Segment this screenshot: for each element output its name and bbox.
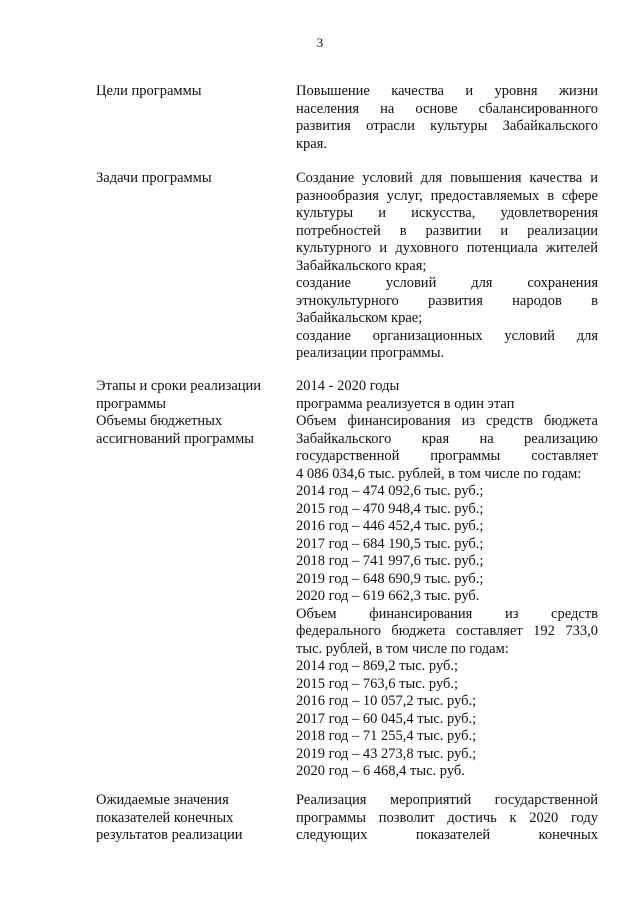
budget-label — [96, 413, 281, 448]
expected-line: Реализация мероприятий государственной — [296, 792, 598, 808]
budget-line: федерального бюджета составляет 192 733,0 — [296, 623, 598, 639]
federal-year-line: 2014 год – 869,2 тыс. руб.; — [296, 658, 459, 674]
budget-year-line: 2020 год – 619 662,3 тыс. руб. — [296, 588, 480, 604]
budget-line: государственной программы составляет — [296, 448, 598, 464]
budget-line: тыс. рублей, в том числе по годам: — [296, 640, 509, 657]
expected-line: программы позволит достичь к 2020 году — [296, 809, 598, 826]
goals-line: населения на основе сбалансированного — [296, 100, 598, 117]
budget-year-line: 2019 год – 648 690,9 тыс. руб.; — [296, 570, 484, 587]
expected-label — [96, 792, 281, 845]
tasks-line: Забайкальского края; — [296, 257, 427, 274]
budget-year-line: 2015 год – 470 948,4 тыс. руб.; — [296, 500, 484, 517]
budget-label-line: ассигнований программы — [96, 430, 255, 447]
goals-line: Повышение качества и уровня жизни — [296, 83, 598, 99]
stages-line: программа реализуется в один этап — [296, 395, 515, 412]
stages-label — [96, 378, 281, 413]
tasks-line: потребностей в развитии и реализации — [296, 222, 598, 239]
budget-label-line: Объемы бюджетных — [96, 413, 223, 429]
tasks-line: создание условий для сохранения — [296, 275, 598, 291]
federal-year-line: 2018 год – 71 255,4 тыс. руб.; — [296, 728, 477, 744]
expected-label-line: показателей конечных — [96, 809, 234, 826]
federal-year-line: 2015 год – 763,6 тыс. руб.; — [296, 675, 459, 692]
budget-line: Объем финансирования из средств — [296, 605, 598, 622]
tasks-line: Забайкальском крае; — [296, 310, 423, 326]
tasks-content — [296, 170, 598, 363]
expected-label-line: Ожидаемые значения — [96, 792, 229, 808]
federal-year-line: 2019 год – 43 273,8 тыс. руб.; — [296, 745, 477, 762]
stages-line: 2014 - 2020 годы — [296, 378, 400, 394]
budget-year-line: 2014 год – 474 092,6 тыс. руб.; — [296, 483, 484, 499]
tasks-line: создание организационных условий для — [296, 327, 598, 344]
goals-label: Цели программы — [96, 83, 202, 99]
federal-year-line: 2017 год – 60 045,4 тыс. руб.; — [296, 710, 477, 727]
tasks-line: разнообразия услуг, предоставляемых в сфере — [296, 187, 598, 204]
budget-line: 4 086 034,6 тыс. рублей, в том числе по годам: — [296, 465, 582, 482]
budget-line: Объем финансирования из средств бюджета — [296, 413, 598, 429]
expected-label-line: результатов реализации — [96, 827, 243, 843]
tasks-line: культуры и искусства, удовлетворения — [296, 205, 598, 221]
federal-year-line: 2020 год – 6 468,4 тыс. руб. — [296, 763, 465, 779]
tasks-line: этнокультурного развития народов в — [296, 292, 598, 309]
stages-content — [296, 378, 598, 413]
stages-label-line: программы — [96, 395, 166, 412]
expected-line: следующих показателей конечных — [296, 827, 598, 843]
budget-content — [296, 413, 598, 781]
page-number: 3 — [316, 35, 324, 50]
budget-year-line: 2018 год – 741 997,6 тыс. руб.; — [296, 553, 484, 569]
tasks-line: культурного и духовного потенциала жителей — [296, 240, 598, 256]
budget-line: Забайкальского края на реализацию — [296, 430, 598, 447]
goals-line: развития отрасли культуры Забайкальского — [296, 118, 598, 134]
tasks-line: Создание условий для повышения качества и — [296, 170, 598, 186]
stages-label-line: Этапы и сроки реализации — [96, 378, 262, 394]
goals-content — [296, 83, 598, 153]
goals-line: края. — [296, 135, 328, 152]
budget-year-line: 2017 год – 684 190,5 тыс. руб.; — [296, 535, 484, 552]
federal-year-line: 2016 год – 10 057,2 тыс. руб.; — [296, 693, 477, 709]
expected-content — [296, 792, 598, 845]
budget-year-line: 2016 год – 446 452,4 тыс. руб.; — [296, 518, 484, 534]
tasks-line: реализации программы. — [296, 345, 445, 361]
tasks-label: Задачи программы — [96, 170, 212, 186]
